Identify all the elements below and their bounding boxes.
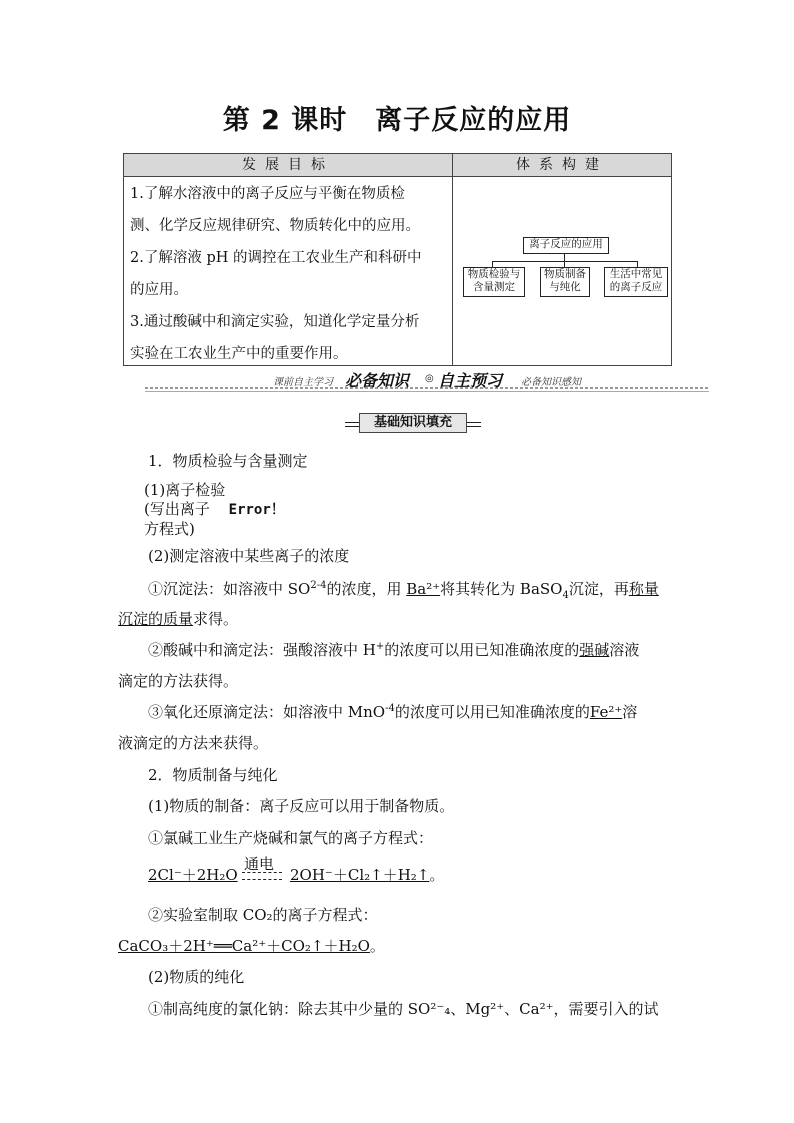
- error-text: Error！: [228, 502, 285, 518]
- text-line: (1)物质的制备：离子反应可以用于制备物质。: [148, 797, 455, 815]
- text-line: 滴定的方法获得。: [118, 672, 239, 690]
- text-line: (写出离子 Error！: [144, 500, 285, 518]
- diagram-node: 物质制备 与纯化: [540, 267, 590, 297]
- goal-table-header-right: 体系构建: [453, 154, 671, 177]
- section-banner: [145, 370, 709, 394]
- text-line: 沉淀的质量求得。: [118, 610, 239, 628]
- banner-subtitle: 自主预习: [438, 371, 503, 390]
- text-line: (2)测定溶液中某些离子的浓度: [148, 547, 350, 565]
- goal-line: 3.通过酸碱中和滴定实验，知道化学定量分析: [130, 314, 420, 330]
- banner-left-label: 课前自主学习: [273, 377, 333, 388]
- diagram-node: 物质检验与 含量测定: [463, 267, 525, 297]
- text-line: ③氧化还原滴定法：如溶液中 MnO$^{-4}$的浓度可以用已知准确浓度的Fe²⁺溶: [148, 703, 638, 721]
- page-title: 第 2 课时 离子反应的应用: [222, 105, 572, 136]
- heading-2: 2．物质制备与纯化: [148, 766, 278, 784]
- text-line: ②实验室制取 CO₂的离子方程式：: [148, 906, 378, 924]
- section-tag: 基础知识填充: [345, 413, 481, 433]
- goal-line: 测、化学反应规律研究、物质转化中的应用。: [130, 218, 420, 234]
- goal-table: [123, 153, 672, 366]
- equation-1-left: 2Cl⁻＋2H₂O: [148, 866, 238, 884]
- text-line: 液滴定的方法来获得。: [118, 734, 269, 752]
- diagram-connector: [564, 254, 565, 261]
- diagram-node: 生活中常见 的离子反应: [604, 267, 668, 297]
- equation-2: CaCO₃＋2H⁺══Ca²⁺＋CO₂↑＋H₂O。: [118, 937, 385, 955]
- text-line: (2)物质的纯化: [148, 968, 245, 986]
- banner-right-label: 必备知识感知: [521, 377, 581, 388]
- equation-1-equals: [242, 872, 282, 880]
- goal-line: 1.了解水溶液中的离子反应与平衡在物质检: [130, 186, 405, 202]
- text-line: 方程式): [144, 520, 195, 538]
- text-line: ①制高纯度的氯化钠：除去其中少量的 SO²⁻₄、Mg²⁺、Ca²⁺，需要引入的试: [148, 1000, 659, 1018]
- concept-diagram: [454, 177, 670, 365]
- text-line: (1)离子检验: [144, 481, 226, 499]
- text-line: ①氯碱工业生产烧碱和氯气的离子方程式：: [148, 829, 434, 847]
- text-line: ①沉淀法：如溶液中 SO$^{2-4}$的浓度，用 Ba²⁺将其转化为 BaSO$_4$沉淀，再称量: [148, 580, 659, 601]
- equation-1-condition: 通电: [244, 855, 275, 873]
- banner-title: 必备知识: [345, 371, 410, 390]
- table-divider: [452, 176, 453, 365]
- goal-line: 的应用。: [130, 282, 188, 298]
- goals-list: [130, 178, 448, 370]
- heading-1: 1．物质检验与含量测定: [148, 452, 308, 470]
- goal-line: 实验在工农业生产中的重要作用。: [130, 346, 348, 362]
- diagram-root: 离子反应的应用: [523, 237, 609, 254]
- goal-table-header-left: 发展目标: [124, 154, 453, 177]
- text-line: ②酸碱中和滴定法：强酸溶液中 H+的浓度可以用已知准确浓度的强碱溶液: [148, 641, 640, 659]
- goal-line: 2.了解溶液 pH 的调控在工农业生产和科研中: [130, 250, 422, 266]
- banner-circle-icon: ◎: [425, 373, 434, 384]
- equation-1-right: 2OH⁻＋Cl₂↑＋H₂↑。: [290, 866, 445, 884]
